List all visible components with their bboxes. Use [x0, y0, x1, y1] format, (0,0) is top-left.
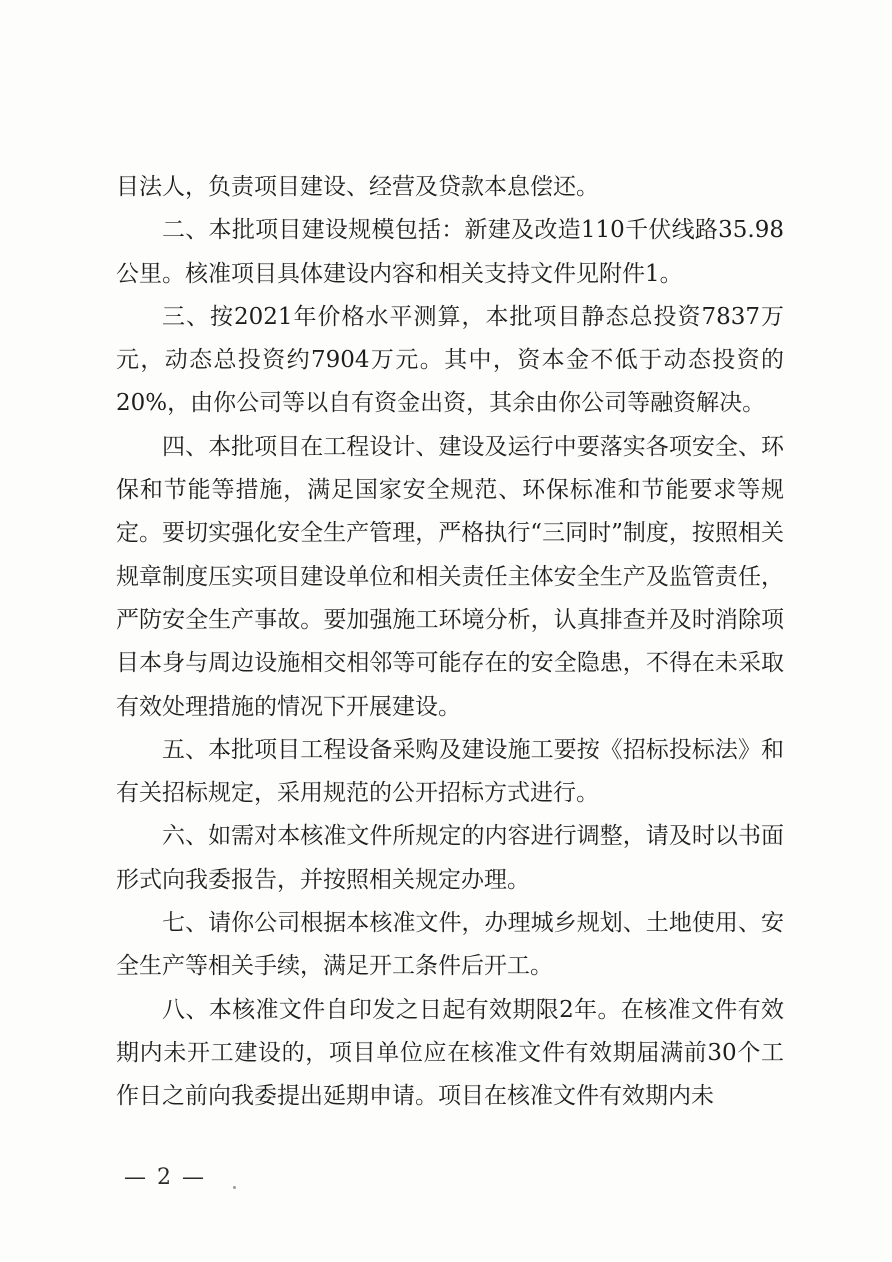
scan-speck — [233, 1186, 236, 1189]
paragraph-continuation: 目法人，负责项目建设、经营及贷款本息偿还。 — [116, 174, 599, 200]
paragraph-item-8-validity: 八、本核准文件自印发之日起有效期限2年。在核准文件有效期内未开工建设的，项目单位应在核准文件有效期届满前30个工作日之前向我委提出延期申请。项目在核准文件有效期内未 — [116, 996, 784, 1110]
paragraph-item-3-investment: 三、按2021年价格水平测算，本批项目静态总投资7837万元，动态总投资约7904万元。其中，资本金不低于动态投资的20%，由你公司等以自有资金出资，其余由你公司等融资解决。 — [116, 303, 784, 417]
paragraph-item-5-bidding: 五、本批项目工程设备采购及建设施工要按《招标投标法》和有关招标规定，采用规范的公开招标方式进行。 — [116, 736, 784, 807]
page-number: — 2 — — [124, 1165, 206, 1190]
paragraph-item-7-procedures: 七、请你公司根据本核准文件，办理城乡规划、土地使用、安全生产等相关手续，满足开工条件后开工。 — [116, 910, 784, 980]
paragraph-item-4-safety: 四、本批项目在工程设计、建设及运行中要落实各项安全、环保和节能等措施，满足国家安全规范、环保标准和节能要求等规定。要切实强化安全生产管理，严格执行“三同时”制度，按照相关规章制度压实项目建设单位和相关责任主体安全生产及监管责任，严防安全生产事故。要加强施工环境分析，认真排查并及时消除项目本身与周边设施相交相邻等可能存在的安全隐患，不得在未采取有效处理措施的情况下开展建设。 — [116, 433, 784, 720]
paragraph-item-6-adjustment: 六、如需对本核准文件所规定的内容进行调整，请及时以书面形式向我委报告，并按照相关规定办理。 — [116, 823, 784, 893]
paragraph-item-2-scale: 二、本批项目建设规模包括：新建及改造110千伏线路35.98公里。核准项目具体建设内容和相关支持文件见附件1。 — [116, 217, 784, 287]
document-body — [116, 166, 784, 1119]
